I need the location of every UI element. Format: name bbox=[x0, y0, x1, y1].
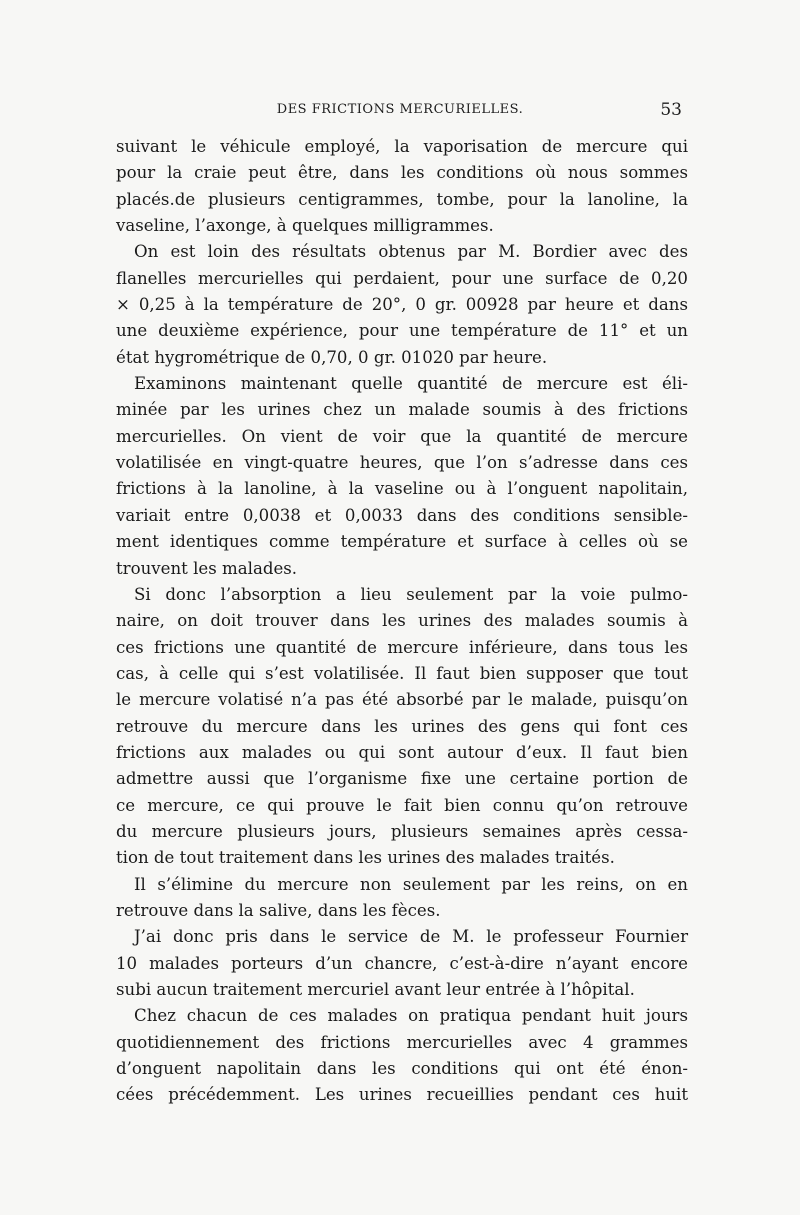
text-line: suivant le véhicule employé, la vaporisation de mercure qui bbox=[116, 137, 688, 156]
text-line: vaseline, l’axonge, à quelques milligrammes. bbox=[116, 216, 494, 236]
text-line: volatilisée en vingt-quatre heures, que l’on s’adresse dans ces bbox=[116, 453, 688, 473]
text-line: Chez chacun de ces malades on pratiqua pendant huit jours bbox=[134, 1006, 688, 1026]
text-line: frictions aux malades ou qui sont autour d’eux. Il faut bien bbox=[116, 742, 688, 762]
text-line: pour la craie peut être, dans les conditions où nous sommes bbox=[116, 163, 688, 183]
text-line: cées précédemment. Les urines recueillies pendant ces huit bbox=[116, 1085, 688, 1105]
text-line: d’onguent napolitain dans les conditions qui ont été énon- bbox=[116, 1059, 688, 1079]
text-line: mercurielles. On vient de voir que la quantité de mercure bbox=[116, 426, 688, 446]
text-line: flanelles mercurielles qui perdaient, pour une surface de 0,20 bbox=[116, 268, 688, 288]
text-line: retrouve du mercure dans les urines des gens qui font ces bbox=[116, 716, 688, 736]
text-line: quotidiennement des frictions mercurielles avec 4 grammes bbox=[116, 1032, 688, 1052]
page-number: 53 bbox=[660, 100, 682, 120]
text-line: Il s’élimine du mercure non seulement par les reins, on en bbox=[134, 874, 688, 894]
text-line: placés.de plusieurs centigrammes, tombe, pour la lanoline, la bbox=[116, 189, 688, 209]
text-line: naire, on doit trouver dans les urines des malades soumis à bbox=[116, 611, 688, 631]
text-line: du mercure plusieurs jours, plusieurs semaines après cessa- bbox=[116, 821, 688, 841]
text-line: admettre aussi que l’organisme fixe une certaine portion de bbox=[116, 769, 688, 789]
text-line: Si donc l’absorption a lieu seulement par la voie pulmo- bbox=[134, 584, 688, 604]
text-line: ment identiques comme température et surface à celles où se bbox=[116, 532, 688, 552]
text-line: variait entre 0,0038 et 0,0033 dans des conditions sensible- bbox=[116, 505, 688, 525]
text-line: état hygrométrique de 0,70, 0 gr. 01020 par heure. bbox=[116, 347, 548, 367]
text-line: trouvent les malades. bbox=[116, 558, 298, 578]
text-line: minée par les urines chez un malade soumis à des frictions bbox=[116, 400, 688, 420]
text-line: cas, à celle qui s’est volatilisée. Il faut bien supposer que tout bbox=[116, 663, 688, 683]
text-line: 10 malades porteurs d’un chancre, c’est-à-dire n’ayant encore bbox=[116, 953, 688, 973]
text-line: tion de tout traitement dans les urines des malades traités. bbox=[116, 848, 615, 868]
text-line: J’ai donc pris dans le service de M. le professeur Fournier bbox=[134, 927, 688, 947]
text-line: frictions à la lanoline, à la vaseline ou à l’onguent napolitain, bbox=[116, 479, 688, 499]
text-line: ces frictions une quantité de mercure inférieure, dans tous les bbox=[116, 637, 688, 657]
text-line: une deuxième expérience, pour une température de 11° et un bbox=[116, 321, 688, 341]
text-line: le mercure volatisé n’a pas été absorbé par le malade, puisqu’on bbox=[116, 690, 688, 710]
running-title: DES FRICTIONS MERCURIELLES. bbox=[276, 102, 524, 117]
text-line: Examinons maintenant quelle quantité de mercure est éli- bbox=[134, 374, 688, 394]
text-line: subi aucun traitement mercuriel avant leur entrée à l’hôpital. bbox=[116, 980, 635, 999]
text-line: × 0,25 à la température de 20°, 0 gr. 00928 par heure et dans bbox=[116, 295, 688, 315]
text-line: ce mercure, ce qui prouve le fait bien connu qu’on retrouve bbox=[116, 795, 688, 815]
page-header bbox=[116, 100, 684, 128]
body-text bbox=[116, 134, 688, 1109]
text-line: On est loin des résultats obtenus par M. Bordier avec des bbox=[134, 242, 688, 262]
text-line: retrouve dans la salive, dans les fèces. bbox=[116, 900, 441, 920]
